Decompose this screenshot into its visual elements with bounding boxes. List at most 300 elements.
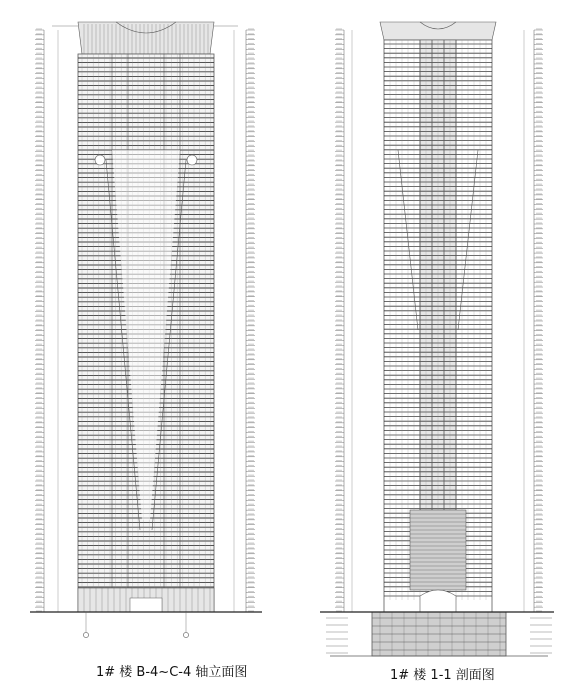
level-label-mark (248, 329, 254, 330)
level-label-mark (536, 184, 542, 185)
level-label-mark (248, 310, 254, 311)
level-label-mark (536, 475, 542, 476)
level-label-mark (248, 135, 254, 136)
level-label-mark (36, 198, 42, 199)
level-label-mark (336, 77, 342, 78)
level-label-mark (536, 101, 542, 102)
level-label-mark (36, 475, 42, 476)
level-label-mark (336, 213, 342, 214)
level-label-mark (336, 155, 342, 156)
level-label-mark (36, 261, 42, 262)
section-caption: 1# 楼 1-1 剖面图 (390, 668, 495, 683)
level-label-mark (336, 184, 342, 185)
level-label-mark (248, 489, 254, 490)
level-label-mark (248, 523, 254, 524)
level-label-mark (248, 353, 254, 354)
level-label-mark (536, 169, 542, 170)
level-label-mark (248, 368, 254, 369)
level-label-mark (536, 339, 542, 340)
level-label-mark (248, 538, 254, 539)
level-label-mark (248, 38, 254, 39)
level-label-mark (536, 392, 542, 393)
level-label-mark (36, 402, 42, 403)
level-label-mark (536, 460, 542, 461)
level-label-mark (536, 208, 542, 209)
level-label-mark (336, 576, 342, 577)
level-label-mark (36, 203, 42, 204)
level-label-mark (248, 363, 254, 364)
level-label-mark (536, 232, 542, 233)
level-label-mark (536, 222, 542, 223)
level-label-mark (336, 339, 342, 340)
level-label-mark (36, 465, 42, 466)
level-label-mark (248, 237, 254, 238)
level-label-mark (248, 412, 254, 413)
level-label-mark (36, 363, 42, 364)
level-label-mark (248, 188, 254, 189)
level-label-mark (248, 547, 254, 548)
level-label-mark (248, 373, 254, 374)
level-label-mark (248, 91, 254, 92)
level-label-mark (536, 145, 542, 146)
level-label-mark (248, 402, 254, 403)
level-label-mark (336, 431, 342, 432)
level-label-mark (536, 135, 542, 136)
level-label-mark (248, 378, 254, 379)
level-label-mark (248, 455, 254, 456)
level-label-mark (36, 237, 42, 238)
level-label-mark (336, 504, 342, 505)
level-label-mark (536, 387, 542, 388)
level-label-mark (36, 121, 42, 122)
level-label-mark (536, 416, 542, 417)
level-label-mark (36, 28, 42, 29)
level-label-mark (536, 140, 542, 141)
level-label-mark (336, 349, 342, 350)
level-label-mark (36, 276, 42, 277)
level-label-mark (536, 368, 542, 369)
level-label-mark (336, 237, 342, 238)
level-label-mark (536, 111, 542, 112)
level-label-mark (248, 533, 254, 534)
level-label-mark (336, 344, 342, 345)
level-label-mark (536, 470, 542, 471)
level-label-mark (336, 121, 342, 122)
level-label-mark (536, 213, 542, 214)
level-label-mark (36, 290, 42, 291)
level-label-mark (248, 150, 254, 151)
level-label-mark (248, 436, 254, 437)
level-label-mark (248, 242, 254, 243)
level-label-mark (36, 33, 42, 34)
level-label-mark (36, 460, 42, 461)
level-label-mark (336, 441, 342, 442)
crown-outline (380, 22, 496, 40)
level-label-mark (248, 528, 254, 529)
level-label-mark (36, 82, 42, 83)
level-label-mark (336, 87, 342, 88)
elevation-caption: 1# 楼 B-4~C-4 轴立面图 (96, 665, 248, 680)
level-label-mark (36, 518, 42, 519)
level-label-mark (336, 106, 342, 107)
level-label-mark (36, 324, 42, 325)
level-label-mark (248, 591, 254, 592)
level-label-mark (248, 576, 254, 577)
level-label-mark (536, 174, 542, 175)
level-label-mark (36, 174, 42, 175)
level-label-mark (536, 557, 542, 558)
level-label-mark (36, 455, 42, 456)
level-label-mark (336, 479, 342, 480)
level-label-mark (248, 276, 254, 277)
level-label-mark (36, 271, 42, 272)
level-label-mark (36, 416, 42, 417)
level-label-mark (536, 227, 542, 228)
level-label-mark (36, 334, 42, 335)
level-label-mark (536, 373, 542, 374)
level-label-mark (248, 218, 254, 219)
level-label-mark (536, 479, 542, 480)
level-label-mark (336, 276, 342, 277)
level-label-mark (536, 242, 542, 243)
level-label-mark (36, 373, 42, 374)
level-label-mark (248, 198, 254, 199)
level-label-mark (36, 67, 42, 68)
level-label-mark (336, 159, 342, 160)
level-label-mark (36, 552, 42, 553)
level-label-mark (336, 392, 342, 393)
level-label-mark (336, 72, 342, 73)
level-label-mark (336, 266, 342, 267)
level-label-mark (536, 397, 542, 398)
level-label-mark (248, 58, 254, 59)
level-label-mark (536, 87, 542, 88)
level-label-mark (36, 53, 42, 54)
level-label-mark (248, 300, 254, 301)
level-label-mark (336, 572, 342, 573)
level-label-mark (336, 58, 342, 59)
level-label-mark (336, 203, 342, 204)
level-label-mark (36, 305, 42, 306)
level-label-mark (536, 38, 542, 39)
level-label-mark (248, 499, 254, 500)
level-label-mark (36, 101, 42, 102)
level-label-mark (36, 591, 42, 592)
level-label-mark (336, 208, 342, 209)
level-label-mark (536, 504, 542, 505)
level-label-mark (248, 125, 254, 126)
level-label-mark (336, 528, 342, 529)
level-label-mark (536, 53, 542, 54)
level-label-mark (248, 484, 254, 485)
level-label-mark (248, 261, 254, 262)
level-label-mark (248, 290, 254, 291)
level-label-mark (36, 91, 42, 92)
level-label-mark (36, 606, 42, 607)
level-label-mark (248, 475, 254, 476)
level-label-mark (248, 33, 254, 34)
level-label-mark (336, 285, 342, 286)
level-label-mark (536, 446, 542, 447)
level-label-mark (336, 499, 342, 500)
level-label-mark (36, 513, 42, 514)
level-label-mark (536, 295, 542, 296)
level-label-mark (36, 300, 42, 301)
level-label-mark (36, 557, 42, 558)
level-label-mark (336, 227, 342, 228)
level-label-mark (336, 193, 342, 194)
level-label-mark (336, 421, 342, 422)
level-label-mark (536, 601, 542, 602)
elevation-drawing (30, 22, 262, 638)
level-label-mark (36, 499, 42, 500)
level-label-mark (536, 285, 542, 286)
level-label-mark (336, 460, 342, 461)
level-label-mark (248, 266, 254, 267)
level-label-mark (336, 150, 342, 151)
level-label-mark (536, 572, 542, 573)
level-label-mark (36, 533, 42, 534)
level-label-mark (248, 179, 254, 180)
level-label-mark (36, 596, 42, 597)
level-label-mark (248, 305, 254, 306)
level-label-mark (536, 310, 542, 311)
level-label-mark (36, 43, 42, 44)
level-label-mark (336, 179, 342, 180)
level-label-mark (36, 436, 42, 437)
level-label-mark (536, 72, 542, 73)
level-label-mark (536, 329, 542, 330)
level-label-mark (336, 509, 342, 510)
level-label-mark (336, 484, 342, 485)
level-label-mark (336, 130, 342, 131)
level-label-mark (336, 261, 342, 262)
level-label-mark (36, 184, 42, 185)
level-label-mark (536, 349, 542, 350)
level-label-mark (536, 155, 542, 156)
level-label-mark (248, 567, 254, 568)
level-label-mark (536, 276, 542, 277)
level-label-mark (536, 188, 542, 189)
level-label-mark (248, 43, 254, 44)
level-label-mark (248, 552, 254, 553)
level-label-mark (336, 373, 342, 374)
level-label-mark (536, 252, 542, 253)
level-label-mark (248, 116, 254, 117)
level-label-mark (36, 256, 42, 257)
level-label-mark (336, 300, 342, 301)
level-label-mark (36, 130, 42, 131)
level-label-mark (336, 329, 342, 330)
level-label-mark (336, 412, 342, 413)
level-label-mark (248, 407, 254, 408)
level-label-mark (248, 392, 254, 393)
level-label-mark (36, 576, 42, 577)
level-label-mark (248, 256, 254, 257)
level-label-mark (536, 382, 542, 383)
level-label-mark (36, 295, 42, 296)
level-label-mark (248, 28, 254, 29)
level-label-mark (36, 179, 42, 180)
level-label-mark (336, 450, 342, 451)
level-label-mark (248, 164, 254, 165)
level-label-mark (36, 208, 42, 209)
level-label-mark (536, 499, 542, 500)
level-label-mark (248, 441, 254, 442)
level-label-mark (336, 96, 342, 97)
level-label-mark (36, 58, 42, 59)
level-label-mark (36, 227, 42, 228)
level-label-mark (36, 232, 42, 233)
level-label-mark (248, 121, 254, 122)
level-label-mark (536, 431, 542, 432)
level-label-mark (36, 106, 42, 107)
crown-outline (78, 22, 214, 54)
level-label-mark (36, 145, 42, 146)
level-label-mark (536, 218, 542, 219)
level-label-mark (36, 581, 42, 582)
level-label-mark (36, 252, 42, 253)
balcony-symbol (95, 155, 105, 165)
level-label-mark (248, 319, 254, 320)
level-label-mark (336, 547, 342, 548)
level-label-mark (536, 266, 542, 267)
level-label-mark (536, 344, 542, 345)
level-label-mark (536, 581, 542, 582)
level-label-mark (36, 358, 42, 359)
level-label-mark (336, 232, 342, 233)
level-label-mark (36, 38, 42, 39)
level-label-mark (336, 91, 342, 92)
level-label-mark (336, 470, 342, 471)
level-label-mark (248, 382, 254, 383)
level-label-mark (336, 247, 342, 248)
level-label-mark (536, 62, 542, 63)
level-label-mark (36, 446, 42, 447)
level-label-mark (536, 164, 542, 165)
level-label-mark (248, 281, 254, 282)
level-label-mark (336, 596, 342, 597)
entrance-arch (420, 590, 456, 612)
level-label-mark (248, 460, 254, 461)
level-label-mark (248, 416, 254, 417)
level-label-mark (36, 528, 42, 529)
level-label-mark (536, 513, 542, 514)
level-label-mark (36, 116, 42, 117)
level-label-mark (36, 421, 42, 422)
level-label-mark (248, 184, 254, 185)
level-label-mark (36, 72, 42, 73)
level-label-mark (536, 82, 542, 83)
level-label-mark (336, 222, 342, 223)
level-label-mark (248, 53, 254, 54)
level-label-mark (336, 557, 342, 558)
level-label-mark (536, 421, 542, 422)
level-label-mark (536, 203, 542, 204)
level-label-mark (336, 174, 342, 175)
level-label-mark (248, 596, 254, 597)
level-label-mark (248, 518, 254, 519)
level-label-mark (36, 193, 42, 194)
level-label-mark (248, 572, 254, 573)
level-label-mark (536, 334, 542, 335)
level-label-mark (336, 581, 342, 582)
level-label-mark (336, 382, 342, 383)
level-label-mark (248, 601, 254, 602)
level-label-mark (336, 518, 342, 519)
level-label-mark (336, 38, 342, 39)
level-label-mark (336, 305, 342, 306)
level-label-mark (536, 436, 542, 437)
level-label-mark (248, 504, 254, 505)
level-label-mark (536, 125, 542, 126)
level-label-mark (536, 586, 542, 587)
level-label-mark (248, 208, 254, 209)
level-label-mark (536, 407, 542, 408)
level-label-mark (336, 43, 342, 44)
level-label-mark (336, 198, 342, 199)
level-label-mark (336, 402, 342, 403)
level-label-mark (336, 494, 342, 495)
level-label-mark (336, 397, 342, 398)
level-label-mark (248, 543, 254, 544)
level-label-mark (336, 601, 342, 602)
level-label-mark (336, 135, 342, 136)
level-label-mark (336, 455, 342, 456)
level-label-mark (536, 552, 542, 553)
level-label-mark (336, 446, 342, 447)
level-label-mark (336, 290, 342, 291)
level-label-mark (36, 222, 42, 223)
level-label-mark (36, 567, 42, 568)
level-label-mark (336, 543, 342, 544)
level-label-mark (36, 382, 42, 383)
level-label-mark (536, 77, 542, 78)
level-label-mark (336, 125, 342, 126)
level-label-mark (248, 82, 254, 83)
level-label-mark (248, 213, 254, 214)
level-label-mark (36, 188, 42, 189)
level-label-mark (536, 96, 542, 97)
level-label-mark (336, 426, 342, 427)
level-label-mark (536, 547, 542, 548)
level-label-mark (36, 412, 42, 413)
level-label-mark (336, 378, 342, 379)
level-label-mark (336, 591, 342, 592)
level-label-mark (336, 368, 342, 369)
level-label-mark (248, 62, 254, 63)
level-label-mark (536, 402, 542, 403)
level-label-mark (336, 252, 342, 253)
level-label-mark (336, 567, 342, 568)
level-label-mark (336, 33, 342, 34)
level-label-mark (248, 358, 254, 359)
level-label-mark (248, 557, 254, 558)
level-label-mark (248, 334, 254, 335)
level-label-mark (536, 543, 542, 544)
level-label-mark (248, 271, 254, 272)
level-label-mark (536, 237, 542, 238)
level-label-mark (336, 242, 342, 243)
level-label-mark (248, 227, 254, 228)
level-label-mark (536, 591, 542, 592)
level-label-mark (536, 523, 542, 524)
level-label-mark (536, 596, 542, 597)
level-label-mark (36, 601, 42, 602)
level-label-mark (248, 426, 254, 427)
level-label-mark (536, 43, 542, 44)
level-label-mark (336, 271, 342, 272)
